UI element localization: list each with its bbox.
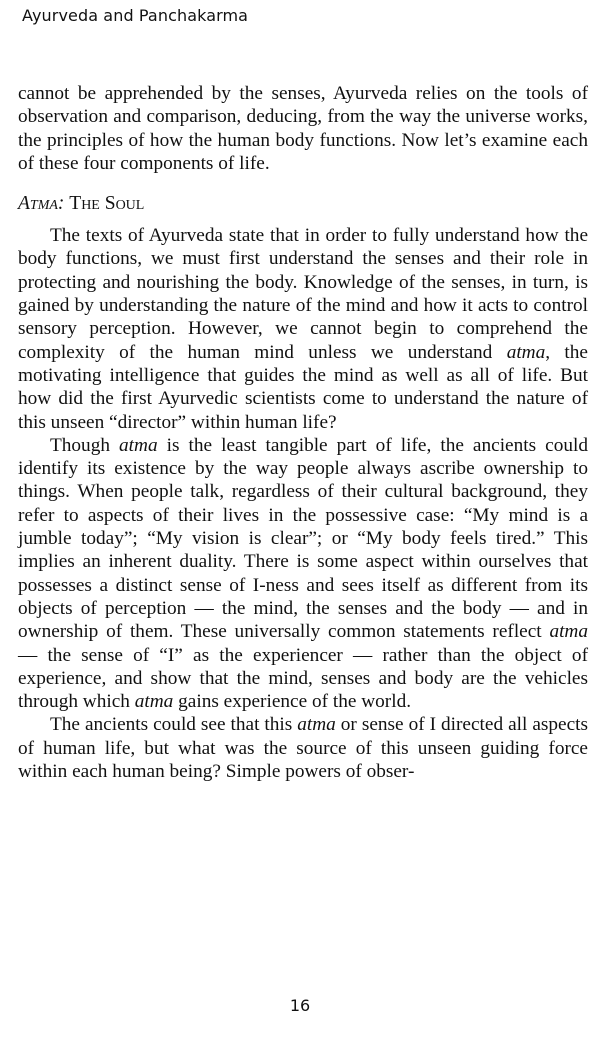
section-heading bbox=[18, 192, 588, 216]
intro-paragraph: cannot be apprehended by the senses, Ayurveda relies on the tools of observation and comparison, deducing, from the way the universe works, the principles of how the human body functions. Now let’s examine each of these four components of life. bbox=[18, 83, 588, 174]
paragraph-2 bbox=[18, 434, 588, 714]
paragraph-1 bbox=[18, 224, 588, 434]
paragraph-1-text-a: The texts of Ayurveda state that in order to fully understand how the body functions, we must first understand the senses and their role in protecting and nourishing the body. Knowledge of the senses, in turn, is gained by understanding the nature of the mind and how it acts to control sensory perception. However, we cannot begin to comprehend the complexity of the human mind unless we understand bbox=[18, 225, 588, 363]
paragraph-2-text-a: Though bbox=[50, 434, 120, 456]
paragraph-1-italic-atma: atma bbox=[506, 341, 546, 363]
paragraph-3-italic-atma: atma bbox=[297, 714, 336, 736]
paragraph-3-text-c: or sense of I directed all aspects of human life, but what was the source of this unseen guiding force within each human being? Simple powers of obser- bbox=[18, 714, 588, 783]
paragraph-2-text-e: — the sense of “I” as the experiencer — rather than the object of experience, and show that the mind, senses and body are the vehicles through which bbox=[18, 644, 588, 713]
paragraph-2-italic-atma-2: atma bbox=[549, 621, 588, 643]
paragraph-3-text-a: The ancients could see that this bbox=[50, 714, 298, 736]
paragraph-2-text-c: is the least tangible part of life, the ancients could identify its existence by the way people always ascribe ownership to things. When people talk, regardless of their cultural background, they refer to aspects of their lives in the possessive case: “My mind is a jumble today”; “My vision is clear”; or “My body feels tired.” This implies an inherent duality. There is some aspect within ourselves that possesses a distinct sense of I-ness and sees itself as different from its objects of perception — the mind, the senses and the body — and in ownership of them. These universally common statements reflect bbox=[18, 434, 588, 643]
page-number: 16 bbox=[289, 996, 311, 1015]
section-heading-title: The Soul bbox=[69, 193, 145, 215]
paragraph-2-italic-atma-3: atma bbox=[134, 691, 174, 713]
paragraph-2-italic-atma-1: atma bbox=[119, 434, 158, 456]
paragraph-2-text-g: gains experience of the world. bbox=[173, 691, 412, 713]
running-header: Ayurveda and Panchakarma bbox=[22, 6, 249, 25]
paragraph-1-text-c: , the motivating intelligence that guides the mind as well as all of life. But how did the first Ayurvedic scientists come to understand the nature of this unseen “director” within human life? bbox=[18, 341, 588, 433]
page-body bbox=[18, 82, 588, 783]
paragraph-3 bbox=[18, 713, 588, 783]
section-heading-term: Atma: bbox=[18, 193, 65, 215]
